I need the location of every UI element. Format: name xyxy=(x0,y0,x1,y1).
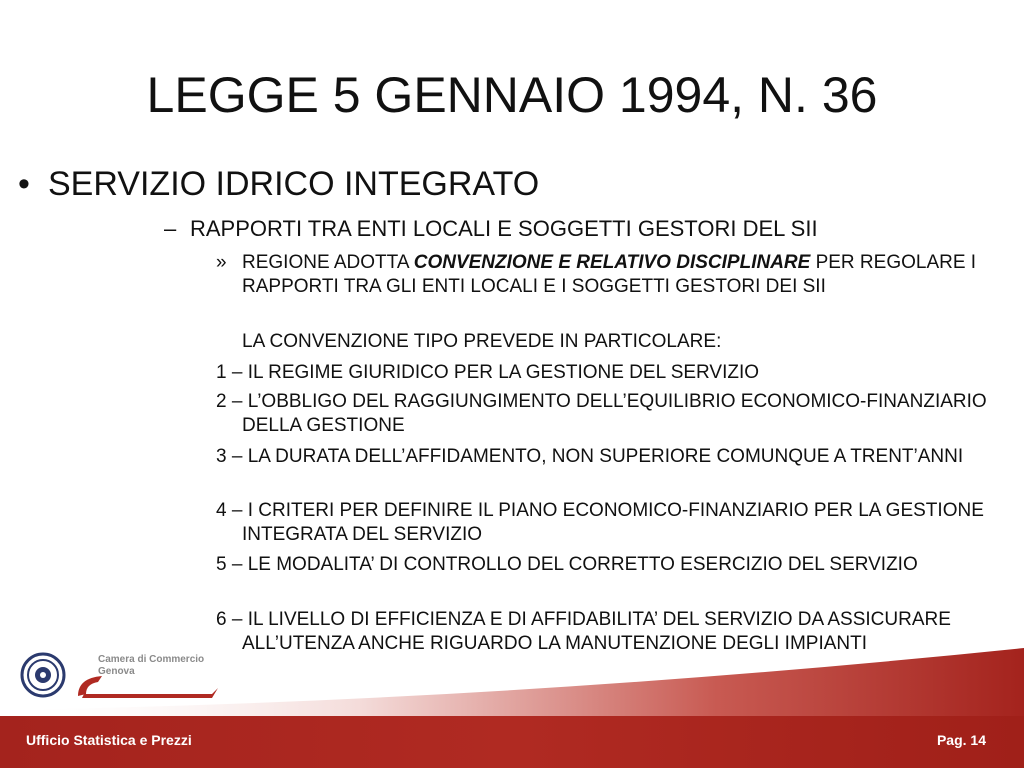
list-item: 5 – LE MODALITA’ DI CONTROLLO DEL CORRETTO ESERCIZIO DEL SERVIZIO xyxy=(216,554,918,575)
chamber-emblem-icon xyxy=(20,652,66,698)
region-paragraph xyxy=(216,251,1024,299)
list-item: 3 – LA DURATA DELL’AFFIDAMENTO, NON SUPERIORE COMUNQUE A TRENT’ANNI xyxy=(216,446,964,467)
bullet-level1-text: SERVIZIO IDRICO INTEGRATO xyxy=(48,165,540,203)
convention-intro: LA CONVENZIONE TIPO PREVEDE IN PARTICOLARE: xyxy=(242,331,722,352)
bullet-level2-text: RAPPORTI TRA ENTI LOCALI E SOGGETTI GESTORI DEL SII xyxy=(190,216,818,241)
page-number: Pag. 14 xyxy=(936,732,986,748)
list-item: 2 – L’OBBLIGO DEL RAGGIUNGIMENTO DELL’EQUILIBRIO ECONOMICO-FINANZIARIO DELLA GESTIONE xyxy=(216,391,987,436)
list-item: 1 – IL REGIME GIURIDICO PER LA GESTIONE DEL SERVIZIO xyxy=(216,362,760,383)
slide-title: LEGGE 5 GENNAIO 1994, N. 36 xyxy=(146,67,878,123)
list-item: 4 – I CRITERI PER DEFINIRE IL PIANO ECONOMICO-FINANZIARIO PER LA GESTIONE INTEGRATA DEL SERVIZIO xyxy=(216,500,984,545)
guillemet-marker-icon: » xyxy=(216,252,227,273)
logo-line1: Camera di Commercio xyxy=(98,654,205,665)
bullet-level2 xyxy=(164,215,818,243)
footer-office: Ufficio Statistica e Prezzi xyxy=(26,732,192,748)
logo-line2: Genova xyxy=(98,666,135,677)
dash-marker-icon: – xyxy=(164,216,177,241)
bullet-dot-icon: • xyxy=(18,165,30,203)
footer-bar xyxy=(0,716,1024,768)
region-text-emphasis: CONVENZIONE E RELATIVO DISCIPLINARE xyxy=(413,252,811,273)
region-text-after: PER REGOLARE I RAPPORTI TRA GLI ENTI LOCALI E I SOGGETTI GESTORI DEI SII xyxy=(242,252,977,297)
list-item: 6 – IL LIVELLO DI EFFICIENZA E DI AFFIDABILITA’ DEL SERVIZIO DA ASSICURARE ALL’UTENZA ANCHE RIGUARDO LA MANUTENZIONE DEGLI IMPIANTI xyxy=(216,609,951,654)
region-text-before: REGIONE ADOTTA xyxy=(242,252,414,273)
bullet-level1 xyxy=(18,162,539,206)
